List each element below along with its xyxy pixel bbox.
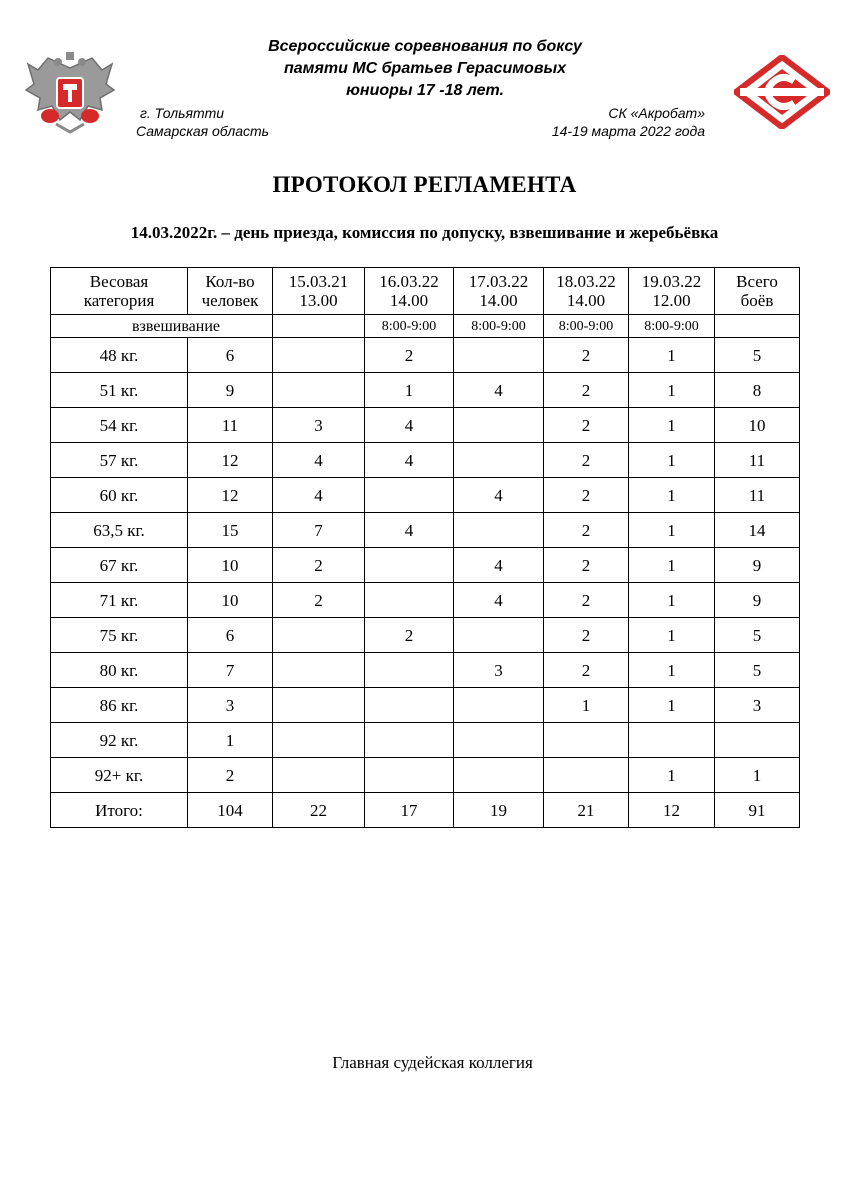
table-cell: 2 — [365, 338, 454, 373]
competition-title-line: памяти МС братьев Герасимовых — [283, 60, 567, 77]
table-cell: 4 — [454, 478, 544, 513]
table-cell: 10 — [715, 408, 800, 443]
footer-signature: Главная судейская коллегия — [332, 1053, 533, 1072]
total-row — [51, 793, 800, 828]
weighing-time: 8:00-9:00 — [365, 315, 454, 338]
table-cell: 10 — [188, 583, 273, 618]
table-cell: 2 — [544, 408, 629, 443]
table-cell: 9 — [188, 373, 273, 408]
table-cell: 1 — [715, 758, 800, 793]
table-cell — [365, 583, 454, 618]
table-cell — [454, 338, 544, 373]
table-cell: 6 — [188, 338, 273, 373]
table-cell — [454, 758, 544, 793]
table-cell: 1 — [629, 548, 715, 583]
document-subtitle: 14.03.2022г. – день приезда, комиссия по допуску, взвешивание и жеребьёвка — [130, 223, 719, 242]
table-cell: 1 — [629, 408, 715, 443]
table-cell: 2 — [544, 583, 629, 618]
column-header: 16.03.22 14.00 — [365, 268, 454, 315]
table-cell — [273, 688, 365, 723]
table-cell: 9 — [715, 583, 800, 618]
table-row — [51, 618, 800, 653]
table-cell: 1 — [188, 723, 273, 758]
table-cell: 3 — [188, 688, 273, 723]
table-cell: 4 — [454, 548, 544, 583]
club: СК «Акробат» — [608, 105, 705, 121]
table-cell: 8 — [715, 373, 800, 408]
table-cell: 1 — [629, 583, 715, 618]
table-cell — [629, 723, 715, 758]
table-cell: 2 — [544, 653, 629, 688]
table-cell — [365, 723, 454, 758]
weight-category-cell: 80 кг. — [51, 653, 188, 688]
table-cell — [365, 758, 454, 793]
schedule-table — [50, 267, 800, 828]
weighing-time: 8:00-9:00 — [454, 315, 544, 338]
weighing-label: взвешивание — [51, 315, 273, 338]
table-cell — [454, 513, 544, 548]
table-cell: 7 — [273, 513, 365, 548]
table-cell: 7 — [188, 653, 273, 688]
column-header: 18.03.22 14.00 — [544, 268, 629, 315]
table-cell: 11 — [715, 478, 800, 513]
eagle-emblem-icon — [20, 50, 120, 134]
city: г. Тольятти — [140, 105, 225, 121]
table-cell: 15 — [188, 513, 273, 548]
weight-category-cell: 63,5 кг. — [51, 513, 188, 548]
table-cell: 4 — [273, 443, 365, 478]
weight-category-cell: 57 кг. — [51, 443, 188, 478]
total-cell: 12 — [629, 793, 715, 828]
table-cell: 4 — [454, 373, 544, 408]
table-cell — [454, 618, 544, 653]
table-cell: 4 — [454, 583, 544, 618]
table-cell: 6 — [188, 618, 273, 653]
table-cell: 1 — [629, 443, 715, 478]
total-cell: 17 — [365, 793, 454, 828]
weighing-time — [715, 315, 800, 338]
table-cell — [454, 688, 544, 723]
region: Самарская область — [136, 123, 270, 139]
weighing-time: 8:00-9:00 — [629, 315, 715, 338]
weight-category-cell: 71 кг. — [51, 583, 188, 618]
table-cell — [365, 548, 454, 583]
table-cell: 2 — [273, 548, 365, 583]
table-cell — [273, 338, 365, 373]
total-cell: 104 — [188, 793, 273, 828]
total-cell: 22 — [273, 793, 365, 828]
table-cell: 9 — [715, 548, 800, 583]
table-cell: 3 — [715, 688, 800, 723]
table-cell: 1 — [365, 373, 454, 408]
competition-title-line: юниоры 17 -18 лет. — [346, 82, 504, 99]
table-row — [51, 443, 800, 478]
table-cell: 4 — [365, 443, 454, 478]
table-cell: 1 — [629, 373, 715, 408]
table-cell — [365, 688, 454, 723]
boxing-federation-logo — [20, 50, 120, 134]
table-cell — [365, 653, 454, 688]
column-header: 19.03.22 12.00 — [629, 268, 715, 315]
spartak-logo — [734, 55, 830, 129]
table-cell — [365, 478, 454, 513]
weight-category-cell: 75 кг. — [51, 618, 188, 653]
table-cell: 1 — [544, 688, 629, 723]
table-cell: 14 — [715, 513, 800, 548]
column-header: Весовая категория — [51, 268, 188, 315]
table-cell: 5 — [715, 618, 800, 653]
table-cell: 2 — [544, 618, 629, 653]
header-row — [51, 268, 800, 315]
table-cell: 2 — [544, 478, 629, 513]
table-row — [51, 723, 800, 758]
table-cell: 2 — [365, 618, 454, 653]
table-cell: 2 — [544, 513, 629, 548]
table-cell — [454, 723, 544, 758]
table-cell: 1 — [629, 618, 715, 653]
column-header: Всего боёв — [715, 268, 800, 315]
table-row — [51, 408, 800, 443]
table-cell: 11 — [188, 408, 273, 443]
table-cell: 10 — [188, 548, 273, 583]
weight-category-cell: 54 кг. — [51, 408, 188, 443]
table-row — [51, 548, 800, 583]
table-cell: 1 — [629, 338, 715, 373]
table-row — [51, 478, 800, 513]
weight-category-cell: 48 кг. — [51, 338, 188, 373]
total-cell: 91 — [715, 793, 800, 828]
table-cell: 11 — [715, 443, 800, 478]
column-header: 15.03.21 13.00 — [273, 268, 365, 315]
weighing-time — [273, 315, 365, 338]
column-header: 17.03.22 14.00 — [454, 268, 544, 315]
table-cell: 4 — [365, 408, 454, 443]
table-row — [51, 653, 800, 688]
table-cell — [544, 758, 629, 793]
weight-category-cell: 86 кг. — [51, 688, 188, 723]
table-cell: 2 — [544, 548, 629, 583]
table-cell: 5 — [715, 338, 800, 373]
competition-title — [200, 36, 650, 102]
competition-title-line: Всероссийские соревнования по боксу — [268, 38, 582, 55]
table-cell: 12 — [188, 443, 273, 478]
table-cell: 1 — [629, 653, 715, 688]
table-row — [51, 513, 800, 548]
table-cell: 1 — [629, 513, 715, 548]
table-cell: 3 — [273, 408, 365, 443]
weight-category-cell: 92 кг. — [51, 723, 188, 758]
table-cell — [273, 723, 365, 758]
table-cell: 1 — [629, 688, 715, 723]
table-cell: 5 — [715, 653, 800, 688]
table-cell: 2 — [273, 583, 365, 618]
weighing-time: 8:00-9:00 — [544, 315, 629, 338]
total-cell: 19 — [454, 793, 544, 828]
table-cell: 1 — [629, 478, 715, 513]
table-cell: 2 — [544, 443, 629, 478]
table-row — [51, 373, 800, 408]
table-row — [51, 758, 800, 793]
weighing-row — [51, 315, 800, 338]
total-label: Итого: — [51, 793, 188, 828]
table-cell: 4 — [365, 513, 454, 548]
column-header: Кол-во человек — [188, 268, 273, 315]
table-row — [51, 688, 800, 723]
weight-category-cell: 67 кг. — [51, 548, 188, 583]
table-cell: 2 — [188, 758, 273, 793]
weight-category-cell: 51 кг. — [51, 373, 188, 408]
table-cell: 3 — [454, 653, 544, 688]
event-dates: 14-19 марта 2022 года — [551, 123, 705, 139]
table-cell: 4 — [273, 478, 365, 513]
table-cell — [273, 653, 365, 688]
table-cell — [273, 618, 365, 653]
weight-category-cell: 60 кг. — [51, 478, 188, 513]
table-cell: 12 — [188, 478, 273, 513]
table-cell: 2 — [544, 338, 629, 373]
table-cell: 1 — [629, 758, 715, 793]
table-row — [51, 338, 800, 373]
table-cell — [273, 758, 365, 793]
table-cell — [454, 443, 544, 478]
table-cell — [544, 723, 629, 758]
table-row — [51, 583, 800, 618]
weight-category-cell: 92+ кг. — [51, 758, 188, 793]
spartak-rhombus-icon — [734, 55, 830, 129]
table-cell — [273, 373, 365, 408]
table-cell — [715, 723, 800, 758]
table-cell: 2 — [544, 373, 629, 408]
table-cell — [454, 408, 544, 443]
document-title: ПРОТОКОЛ РЕГЛАМЕНТА — [272, 172, 577, 197]
total-cell: 21 — [544, 793, 629, 828]
